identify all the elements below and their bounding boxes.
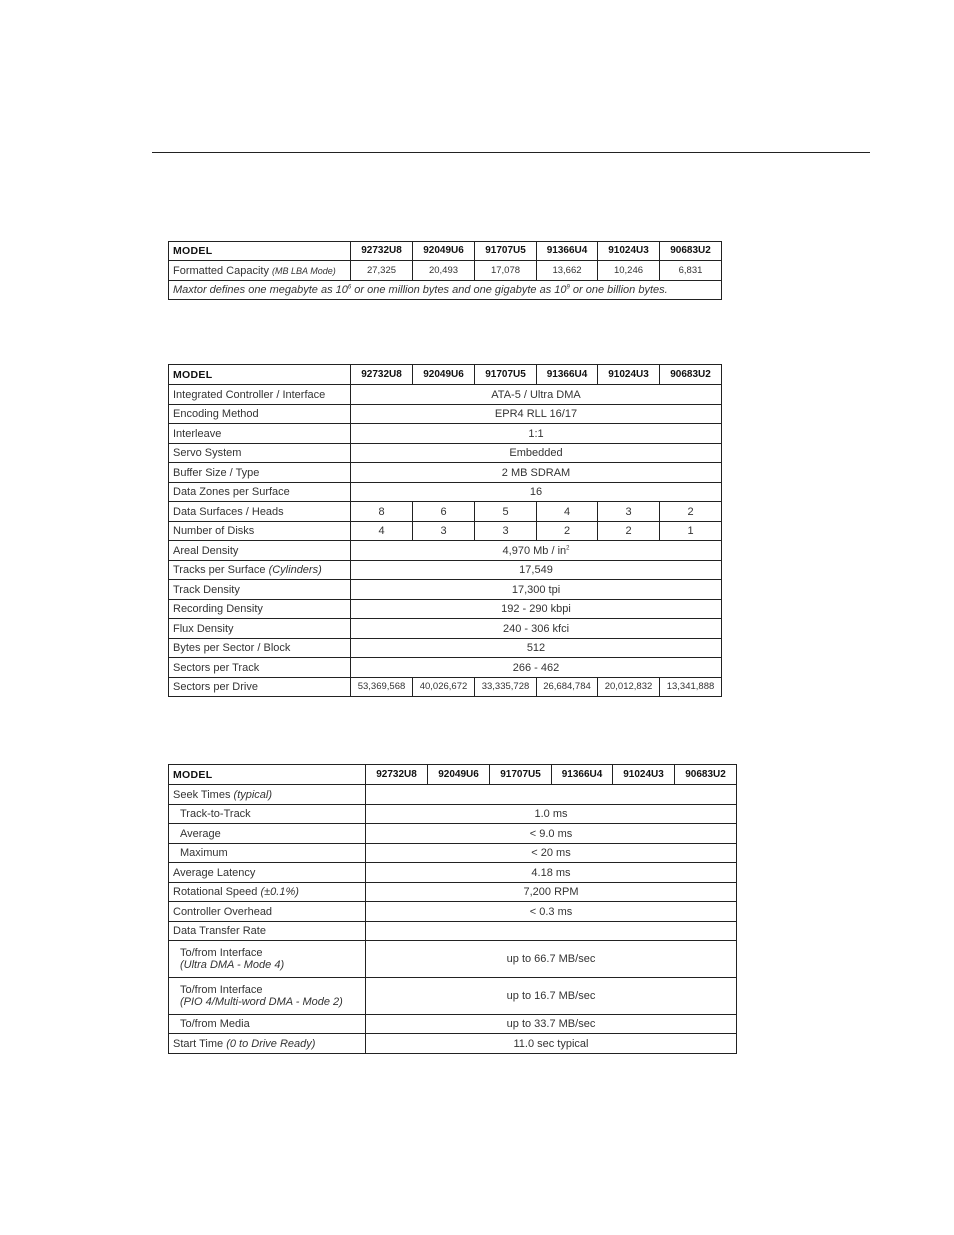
row-value: EPR4 RLL 16/17 (351, 405, 722, 424)
row-value: up to 66.7 MB/sec (366, 941, 737, 978)
row-value: up to 16.7 MB/sec (366, 978, 737, 1015)
row-value-empty (366, 785, 737, 805)
row-label: Areal Density (169, 541, 351, 561)
capacity-value: 13,662 (537, 261, 598, 281)
row-value: ATA-5 / Ultra DMA (351, 385, 722, 405)
table-row (169, 658, 722, 678)
table-row (169, 863, 737, 883)
megabyte-definition-note (169, 281, 722, 300)
unit-text: (MB LBA Mode) (272, 265, 336, 276)
unit-text: (typical) (233, 788, 273, 801)
disks-value: 3 (413, 522, 475, 541)
note-text: Maxtor defines one megabyte as 10 (173, 284, 348, 296)
label-text: Tracks per Surface (173, 564, 266, 576)
sectors-value: 13,341,888 (660, 678, 722, 697)
row-label: Average Latency (169, 863, 366, 883)
row-value (351, 541, 722, 561)
row-label: Interleave (169, 424, 351, 444)
row-value: 240 - 306 kfci (351, 619, 722, 639)
capacity-value: 17,078 (475, 261, 537, 281)
row-label: Sectors per Track (169, 658, 351, 678)
model-header: MODEL (169, 765, 366, 785)
model-col-header: 91024U3 (613, 765, 675, 785)
table-row (169, 785, 737, 805)
areal-density-text: 4,970 Mb / in (502, 544, 567, 557)
note-exponent: 9 (566, 284, 570, 291)
table-row (169, 1015, 737, 1034)
row-label (169, 785, 366, 805)
disks-value: 2 (537, 522, 598, 541)
capacity-table (168, 241, 722, 300)
heads-value: 2 (660, 502, 722, 522)
label-text: Formatted Capacity (173, 264, 269, 277)
row-label: Encoding Method (169, 405, 351, 424)
row-label (169, 561, 351, 580)
row-label (169, 978, 366, 1015)
row-value: Embedded (351, 444, 722, 463)
row-label: Sectors per Drive (169, 678, 351, 697)
row-value: 7,200 RPM (366, 883, 737, 902)
disks-value: 3 (475, 522, 537, 541)
note-text: or one billion bytes. (569, 284, 668, 296)
sectors-value: 20,012,832 (598, 678, 660, 697)
table-row (169, 561, 722, 580)
table-row (169, 502, 722, 522)
row-label (169, 941, 366, 978)
heads-value: 4 (537, 502, 598, 522)
performance-table (168, 764, 737, 1054)
model-col-header: 90683U2 (660, 242, 722, 261)
unit-text: (±0.1%) (260, 886, 299, 898)
row-label: Data Surfaces / Heads (169, 502, 351, 522)
table-row (169, 580, 722, 600)
model-col-header: 92049U6 (413, 365, 475, 385)
row-label: Integrated Controller / Interface (169, 385, 351, 405)
table-row (169, 405, 722, 424)
label-text: To/from Interface (180, 947, 263, 959)
table-row (169, 444, 722, 463)
row-label: Buffer Size / Type (169, 463, 351, 483)
table-row (169, 619, 722, 639)
heads-value: 3 (598, 502, 660, 522)
table-row (169, 678, 722, 697)
row-label: To/from Media (169, 1015, 366, 1034)
row-label (169, 883, 366, 902)
model-col-header: 91024U3 (598, 365, 660, 385)
perf-header-row (169, 765, 737, 785)
model-col-header: 92049U6 (428, 765, 490, 785)
row-value: 1.0 ms (366, 805, 737, 824)
table-row (169, 824, 737, 844)
row-label: Data Zones per Surface (169, 483, 351, 502)
model-header: MODEL (169, 365, 351, 385)
table-row (169, 483, 722, 502)
model-col-header: 91366U4 (552, 765, 613, 785)
model-col-header: 92732U8 (351, 365, 413, 385)
row-label: Recording Density (169, 600, 351, 619)
note-exponent: 6 (347, 284, 352, 291)
model-col-header: 92049U6 (413, 242, 475, 261)
model-header: MODEL (169, 242, 351, 261)
row-value: 2 MB SDRAM (351, 463, 722, 483)
row-value: < 9.0 ms (366, 824, 737, 844)
table-row (169, 463, 722, 483)
row-label: Number of Disks (169, 522, 351, 541)
model-col-header: 90683U2 (675, 765, 737, 785)
row-label: Track Density (169, 580, 351, 600)
model-col-header: 91707U5 (490, 765, 552, 785)
table-row (169, 941, 737, 978)
specifications-table (168, 364, 722, 697)
disks-value: 4 (351, 522, 413, 541)
row-label (169, 1034, 366, 1054)
model-col-header: 91366U4 (537, 242, 598, 261)
row-value: < 20 ms (366, 844, 737, 863)
table-row (169, 522, 722, 541)
table-row (169, 600, 722, 619)
row-value: 11.0 sec typical (366, 1034, 737, 1054)
sectors-value: 26,684,784 (537, 678, 598, 697)
areal-exponent: 2 (566, 544, 570, 551)
sectors-value: 53,369,568 (351, 678, 413, 697)
capacity-value: 6,831 (660, 261, 722, 281)
table-row (169, 922, 737, 941)
disks-value: 2 (598, 522, 660, 541)
table-row (169, 541, 722, 561)
row-value: 192 - 290 kbpi (351, 600, 722, 619)
label-text: Rotational Speed (173, 886, 258, 898)
model-col-header: 90683U2 (660, 365, 722, 385)
row-value: 17,300 tpi (351, 580, 722, 600)
table-row (169, 261, 722, 281)
table-row (169, 385, 722, 405)
header-rule (152, 152, 870, 153)
row-value: 16 (351, 483, 722, 502)
label-text: Start Time (173, 1037, 224, 1050)
table-row (169, 805, 737, 824)
row-label: Track-to-Track (169, 805, 366, 824)
spec-header-row (169, 365, 722, 385)
row-label: Bytes per Sector / Block (169, 639, 351, 658)
heads-value: 5 (475, 502, 537, 522)
table-row (169, 424, 722, 444)
row-value: 1:1 (351, 424, 722, 444)
row-label: Controller Overhead (169, 902, 366, 922)
table-row (169, 1034, 737, 1054)
row-value-empty (366, 922, 737, 941)
model-col-header: 91707U5 (475, 242, 537, 261)
table-row (169, 844, 737, 863)
unit-text: (0 to Drive Ready) (226, 1037, 316, 1050)
label-text: To/from Interface (180, 984, 263, 996)
heads-value: 6 (413, 502, 475, 522)
model-col-header: 91366U4 (537, 365, 598, 385)
row-value: 512 (351, 639, 722, 658)
capacity-value: 27,325 (351, 261, 413, 281)
capacity-value: 20,493 (413, 261, 475, 281)
row-label: Servo System (169, 444, 351, 463)
row-value: < 0.3 ms (366, 902, 737, 922)
table-row (169, 883, 737, 902)
capacity-header-row (169, 242, 722, 261)
row-label (169, 261, 351, 281)
heads-value: 8 (351, 502, 413, 522)
row-label: Flux Density (169, 619, 351, 639)
model-col-header: 91024U3 (598, 242, 660, 261)
unit-text: (Ultra DMA - Mode 4) (180, 959, 285, 971)
row-value: 266 - 462 (351, 658, 722, 678)
label-text: Seek Times (173, 788, 231, 801)
table-row (169, 902, 737, 922)
disks-value: 1 (660, 522, 722, 541)
row-value: 4.18 ms (366, 863, 737, 883)
capacity-value: 10,246 (598, 261, 660, 281)
table-row (169, 281, 722, 300)
model-col-header: 92732U8 (366, 765, 428, 785)
sectors-value: 33,335,728 (475, 678, 537, 697)
row-label: Data Transfer Rate (169, 922, 366, 941)
unit-text: (Cylinders) (268, 564, 322, 576)
row-label: Maximum (169, 844, 366, 863)
model-col-header: 92732U8 (351, 242, 413, 261)
row-label: Average (169, 824, 366, 844)
table-row (169, 978, 737, 1015)
row-value: 17,549 (351, 561, 722, 580)
model-col-header: 91707U5 (475, 365, 537, 385)
sectors-value: 40,026,672 (413, 678, 475, 697)
unit-text: (PIO 4/Multi-word DMA - Mode 2) (180, 996, 343, 1008)
note-text: or one million bytes and one gigabyte as 10 (351, 284, 567, 296)
table-row (169, 639, 722, 658)
row-value: up to 33.7 MB/sec (366, 1015, 737, 1034)
